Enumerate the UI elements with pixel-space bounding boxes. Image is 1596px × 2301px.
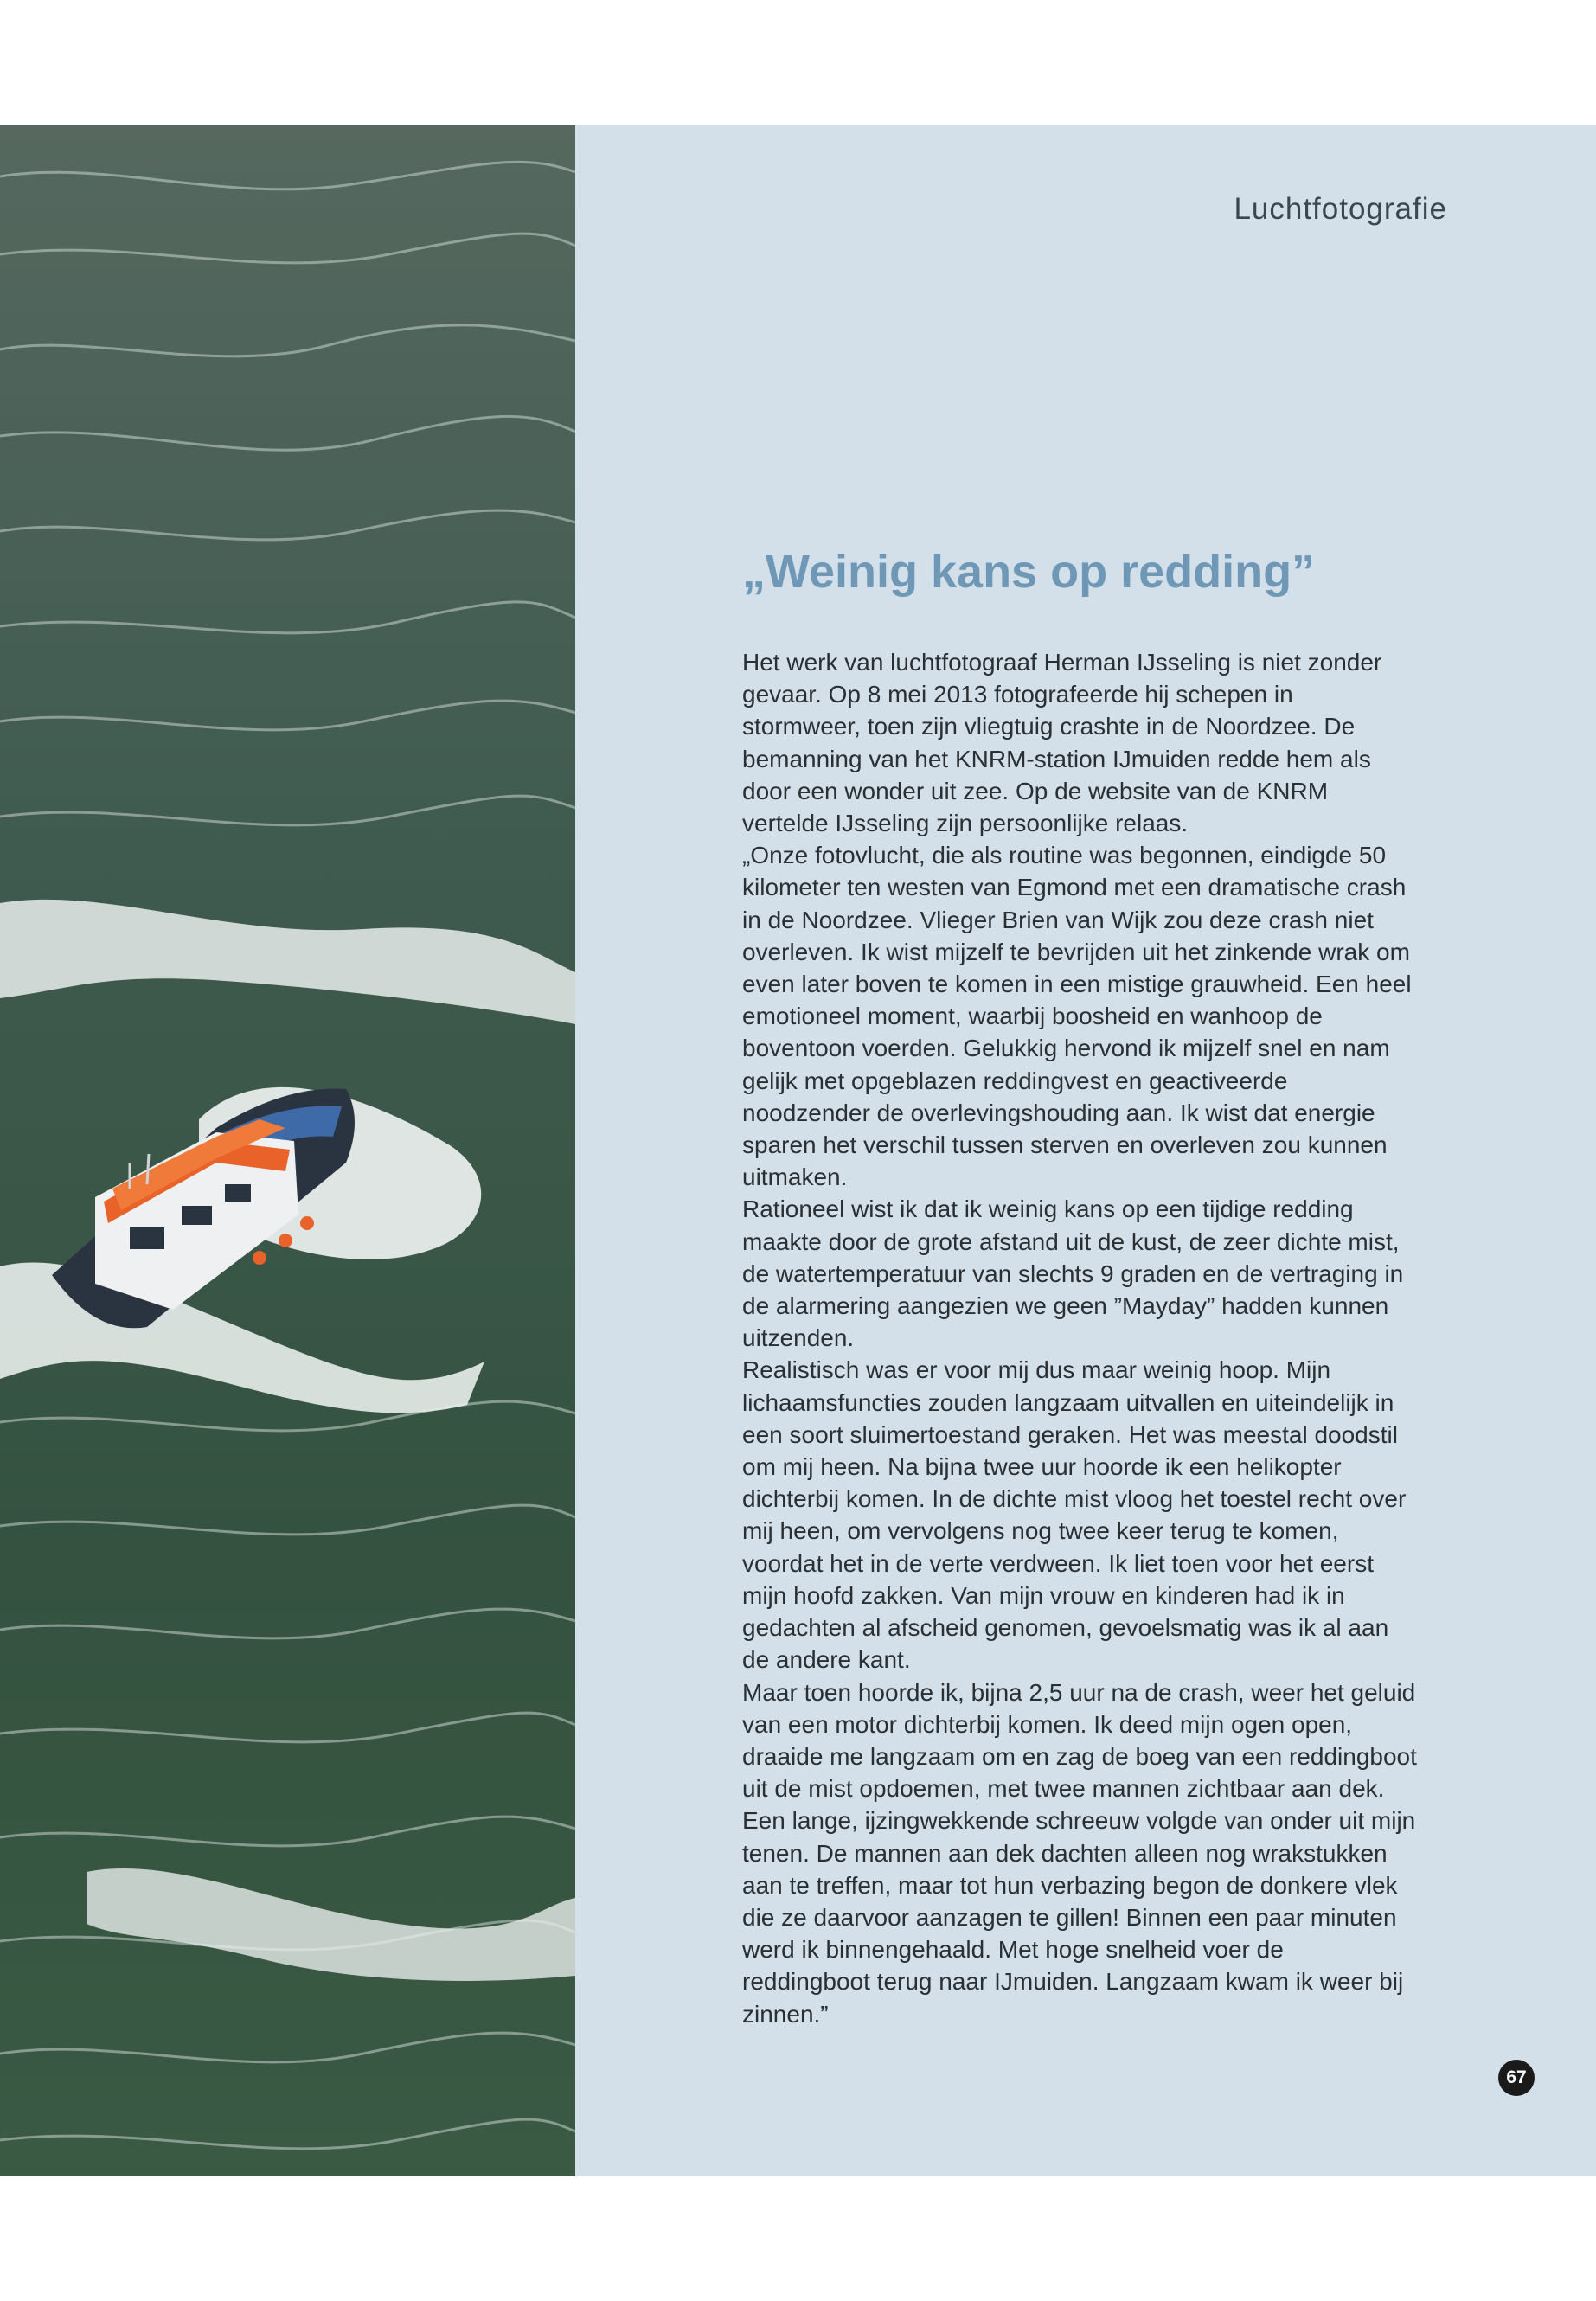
stormy-sea-image [0, 125, 575, 2176]
page-number-badge: 67 [1498, 2060, 1535, 2096]
lifeboat-photo [0, 125, 575, 2176]
article-paragraph: Maar toen hoorde ik, bijna 2,5 uur na de crash, weer het geluid van een motor dichterbij komen. Ik deed mijn ogen open, draaide me langzaam om en zag de boeg van een reddingboot uit de mist opdoemen, met twee mannen zichtbaar aan dek. Een lange, ijzingwekkende schreeuw volgde van onder uit mijn tenen. De mannen aan dek dachten alleen nog wrakstukken aan te treffen, maar tot hun verbazing begon de donkere vlek die ze daarvoor aanzagen te gillen! Binnen een paar minuten werd ik binnengehaald. Met hoge snelheid voer de reddingboot terug naar IJmuiden. Langzaam kwam ik weer bij zinnen.” [742, 1678, 1417, 2028]
section-label: Luchtfotografie [1234, 192, 1447, 226]
article-paragraph: „Onze fotovlucht, die als routine was begonnen, eindigde 50 kilometer ten westen van Egmond met een dramatische crash in de Noordzee. Vlieger Brien van Wijk zou deze crash niet overleven. Ik wist mijzelf te bevrijden uit het zinkende wrak om even later boven te komen in een mistige grauwheid. Een heel emotioneel moment, waarbij boosheid en wanhoop de boventoon voerden. Gelukkig hervond ik mijzelf snel en nam gelijk met opgeblazen reddingvest en geactiveerde noodzender de overlevingshouding aan. Ik wist dat energie sparen het verschil tussen sterven en overleven zou kunnen uitmaken. [742, 842, 1412, 1191]
article-paragraph: Rationeel wist ik dat ik weinig kans op een tijdige redding maakte door de grote afstand uit de kust, de zeer dichte mist, de watertemperatuur van slechts 9 graden en de vertraging in de alarmering aangezien we geen ”Mayday” hadden kunnen uitzenden. [742, 1195, 1404, 1352]
article-paragraph: Realistisch was er voor mij dus maar weinig hoop. Mijn lichaamsfuncties zouden langzaam uitvallen en uiteindelijk in een soort sluimertoestand geraken. Het was meestal doodstil om mij heen. Na bijna twee uur hoorde ik een helikopter dichterbij komen. In de dichte mist vloog het toestel recht over mij heen, om vervolgens nog twee keer terug te komen, voordat het in de verte verdween. Ik liet toen voor het eerst mijn hoofd zakken. Van mijn vrouw en kinderen had ik in gedachten al afscheid genomen, gevoelsmatig was ik al aan de andere kant. [742, 1356, 1407, 1674]
article-title: „Weinig kans op redding” [742, 546, 1316, 598]
article-body [742, 646, 1417, 2030]
article-paragraph: Het werk van luchtfotograaf Herman IJsseling is niet zonder gevaar. Op 8 mei 2013 fotografeerde hij schepen in stormweer, toen zijn vliegtuig crashte in de Noordzee. De bemanning van het KNRM-station IJmuiden redde hem als door een wonder uit zee. Op de website van de KNRM vertelde IJsseling zijn persoonlijke relaas. [742, 649, 1382, 837]
